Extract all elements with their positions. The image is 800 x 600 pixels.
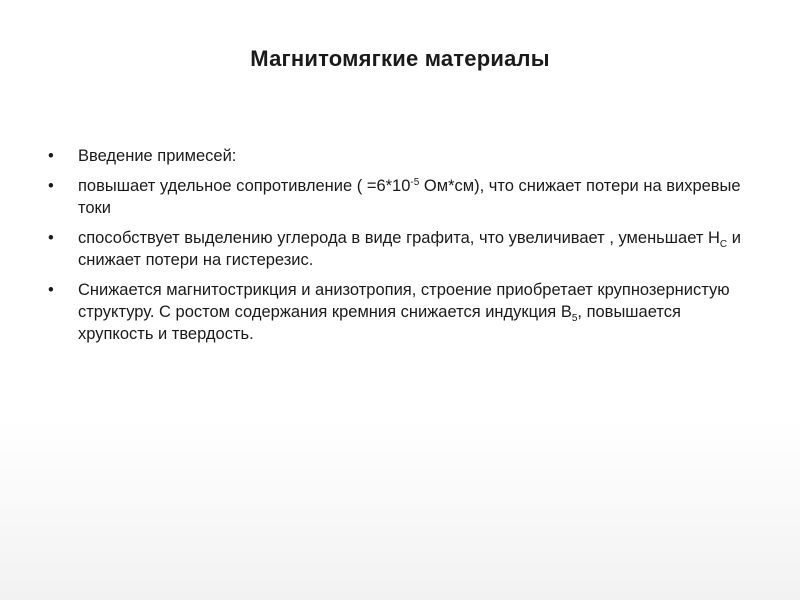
bullet-icon: • bbox=[48, 229, 54, 247]
exponent: -5 bbox=[410, 177, 420, 188]
bullet-text-before: повышает удельное сопротивление ( =6*10 bbox=[78, 177, 411, 195]
bullet-text-after: Ом*см), что снижает потери на вихревые токи bbox=[78, 177, 741, 217]
bullet-text-before: способствует выделению углерода в виде графита, что увеличивает , уменьшает Н bbox=[78, 229, 720, 247]
coercivity-subscript: С bbox=[719, 239, 728, 250]
bullet-item-graphite bbox=[48, 227, 748, 271]
bullet-item-impurities bbox=[48, 145, 748, 167]
induction-subscript: 5 bbox=[571, 313, 578, 324]
bullet-text-after: , повышается хрупкость и твердость. bbox=[78, 303, 681, 343]
bullet-text: Введение примесей: bbox=[78, 147, 237, 165]
bullet-text-after: и снижает потери на гистерезис. bbox=[78, 229, 741, 269]
slide-title: Магнитомягкие материалы bbox=[250, 46, 550, 71]
bullet-list bbox=[48, 145, 748, 353]
bullet-item-resistivity bbox=[48, 175, 748, 219]
bullet-icon: • bbox=[48, 177, 54, 195]
bullet-icon: • bbox=[48, 147, 54, 165]
bullet-icon: • bbox=[48, 281, 54, 299]
bullet-item-magnetostriction bbox=[48, 279, 748, 345]
bullet-text-before: Снижается магнитострикция и анизотропия, строение приобретает крупнозернистую структуру. С ростом содержания кремния снижается индукция В bbox=[78, 281, 730, 321]
